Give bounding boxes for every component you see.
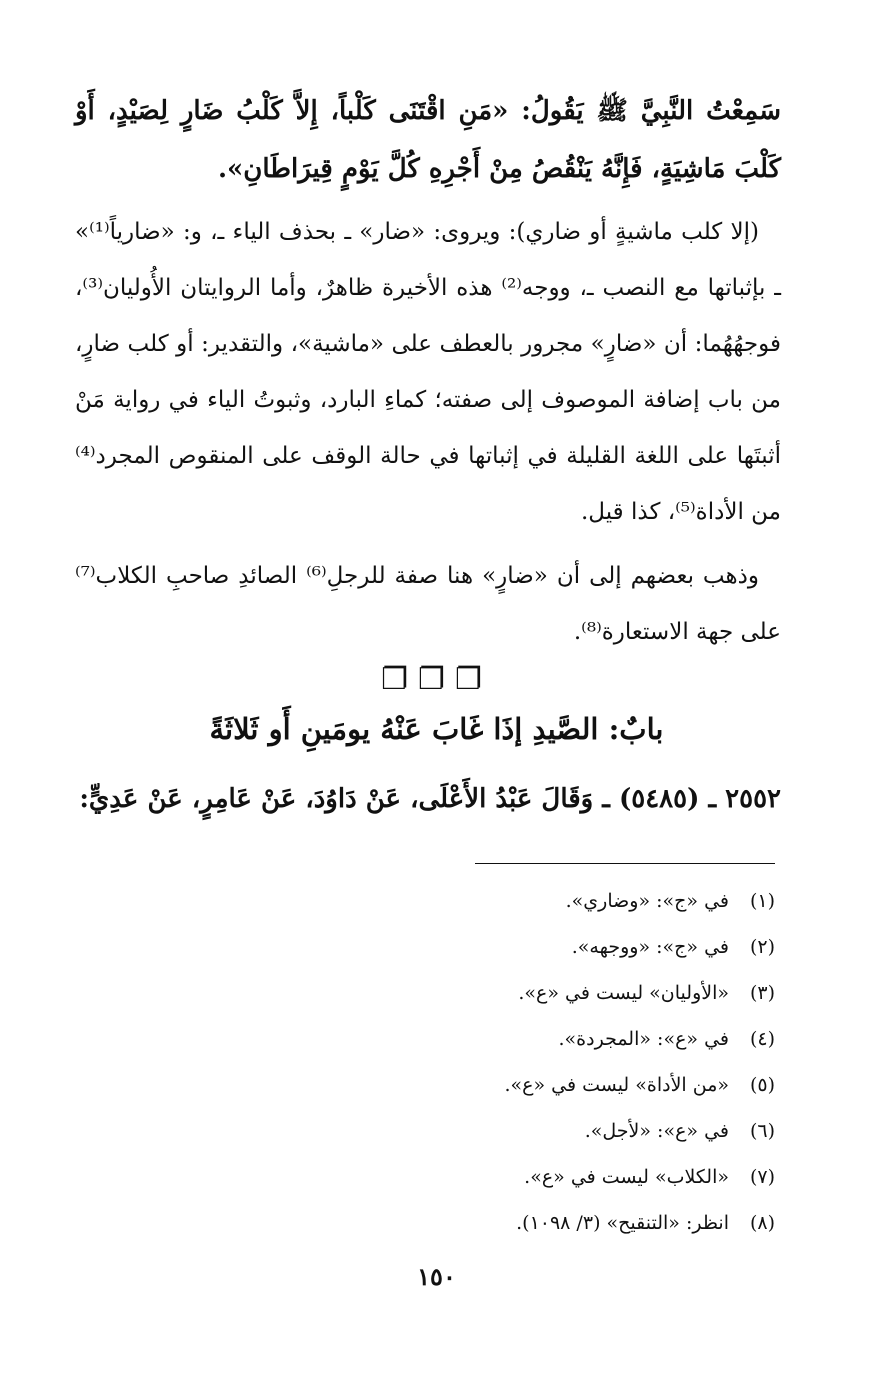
footnote-item	[75, 1016, 775, 1062]
footnote-item	[75, 1062, 775, 1108]
commentary	[75, 204, 781, 660]
footnote-number: (٤)	[749, 1028, 775, 1050]
footnote-text: في «ع»: «المجردة».	[558, 1028, 729, 1050]
footnote-text: «الكلاب» ليست في «ع».	[524, 1166, 729, 1188]
footnote-number: (٨)	[749, 1212, 775, 1234]
hadith-text: سَمِعْتُ النَّبِيَّ ﷺ يَقُولُ: «مَنِ اقْتَنَى كَلْباً، إِلاَّ كَلْبُ ضَارٍ لِصَيْدٍ، أَوْ كَلْبَ مَاشِيَةٍ، فَإِنَّهُ يَنْقُصُ مِنْ أَجْرِهِ كُلَّ يَوْمٍ قِيرَاطَانِ».	[75, 96, 781, 184]
footnote-divider	[475, 863, 775, 864]
footnote-text: في «ع»: «لأجل».	[584, 1120, 729, 1142]
commentary-paragraph: وذهب بعضهم إلى أن «ضارٍ» هنا صفة للرجلِ⁽⁶⁾ الصائدِ صاحبِ الكلاب⁽⁷⁾ على جهة الاستعارة⁽⁸⁾.	[75, 563, 781, 645]
chapter-heading: بابٌ: الصَّيدِ إذَا غَابَ عَنْهُ يومَينِ أَو ثَلاثَةً	[209, 712, 664, 746]
footnote-number: (٦)	[749, 1120, 775, 1142]
footnote-item	[75, 878, 775, 924]
footnote-number: (٧)	[749, 1166, 775, 1188]
commentary-paragraph: (إلا كلب ماشيةٍ أو ضاري): ويروى: «ضار» ـ بحذف الياء ـ، و: «ضارياً⁽¹⁾» ـ بإثباتها مع النصب ـ، ووجه⁽²⁾ هذه الأخيرة ظاهرٌ، وأما الروايتان الأُوليان⁽³⁾، فوجهُهُما: أن «ضارٍ» مجرور بالعطف على «ماشية»، والتقدير: أو كلب ضارٍ، من باب إضافة الموصوف إلى صفته؛ كماءِ البارد، وثبوتُ الياء في رواية مَنْ أثبتَها على اللغة القليلة في إثباتها في حالة الوقف على المنقوص المجرد⁽⁴⁾ من الأداة⁽⁵⁾، كذا قيل.	[75, 219, 781, 525]
footnote-text: «الأوليان» ليست في «ع».	[518, 982, 729, 1004]
footnote-item	[75, 1154, 775, 1200]
footnote-number: (٥)	[749, 1074, 775, 1096]
footnote-item	[75, 1200, 775, 1246]
footnote-text: في «ج»: «وضاري».	[565, 890, 729, 912]
page-number: ١٥٠	[417, 1262, 456, 1291]
footnote-item	[75, 924, 775, 970]
footnotes-list	[75, 878, 775, 1246]
footnote-number: (٣)	[749, 982, 775, 1004]
footnote-number: (٢)	[749, 936, 775, 958]
footnote-number: (١)	[749, 890, 775, 912]
footnote-text: في «ج»: «ووجهه».	[571, 936, 729, 958]
footnote-item	[75, 970, 775, 1016]
section-separator: ❐❐❐	[381, 662, 492, 697]
hadith-isnad: ٢٥٥٢ ـ (٥٤٨٥) ـ وَقَالَ عَبْدُ الأَعْلَى، عَنْ دَاوُدَ، عَنْ عَامِرٍ، عَنْ عَدِيٍّ:	[79, 784, 781, 814]
footnote-item	[75, 1108, 775, 1154]
footnote-text: انظر: «التنقيح» (٣/ ١٠٩٨).	[516, 1212, 729, 1234]
footnote-text: «من الأداة» ليست في «ع».	[504, 1074, 729, 1096]
